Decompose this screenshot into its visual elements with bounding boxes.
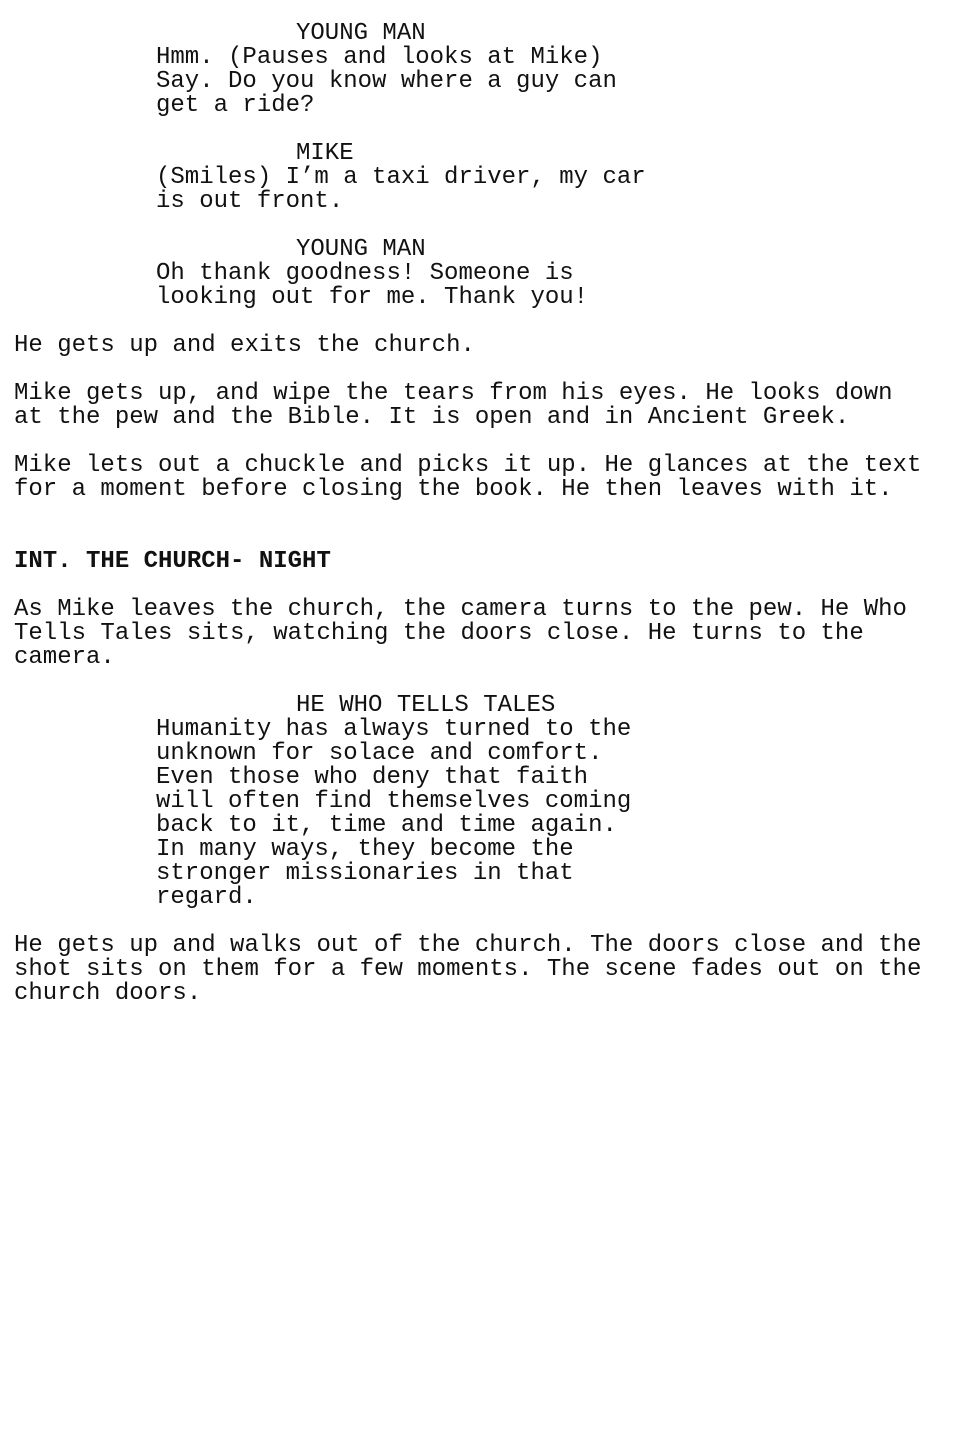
dialogue-line: Oh thank goodness! Someone is [156,260,574,287]
action-line: church doors. [14,980,202,1007]
action-line: shot sits on them for a few moments. The scene fades out on the [14,956,922,983]
character-name: HE WHO TELLS TALES [296,692,556,719]
dialogue-line: (Smiles) I’m a taxi driver, my car [156,164,646,191]
character-name: YOUNG MAN [296,20,426,47]
dialogue-line: regard. [156,884,257,911]
dialogue-line: is out front. [156,188,344,215]
action-line: for a moment before closing the book. He then leaves with it. [14,476,893,503]
action-line: at the pew and the Bible. It is open and in Ancient Greek. [14,404,850,431]
dialogue-line: stronger missionaries in that [156,860,574,887]
dialogue-line: will often find themselves coming [156,788,632,815]
action-line: Mike lets out a chuckle and picks it up. He glances at the text [14,452,922,479]
dialogue-line: In many ways, they become the [156,836,574,863]
dialogue-line: unknown for solace and comfort. [156,740,603,767]
action-line: Tells Tales sits, watching the doors close. He turns to the [14,620,864,647]
scene-heading: INT. THE CHURCH- NIGHT [14,548,331,575]
action-line: He gets up and walks out of the church. The doors close and the [14,932,922,959]
dialogue-line: Say. Do you know where a guy can [156,68,617,95]
dialogue-line: get a ride? [156,92,315,119]
character-name: MIKE [296,140,354,167]
dialogue-line: Humanity has always turned to the [156,716,632,743]
action-line: He gets up and exits the church. [14,332,475,359]
character-name: YOUNG MAN [296,236,426,263]
action-line: Mike gets up, and wipe the tears from his eyes. He looks down [14,380,893,407]
action-line: As Mike leaves the church, the camera turns to the pew. He Who [14,596,907,623]
dialogue-line: back to it, time and time again. [156,812,617,839]
dialogue-line: looking out for me. Thank you! [156,284,589,311]
action-line: camera. [14,644,115,671]
dialogue-line: Hmm. (Pauses and looks at Mike) [156,44,603,71]
dialogue-line: Even those who deny that faith [156,764,589,791]
